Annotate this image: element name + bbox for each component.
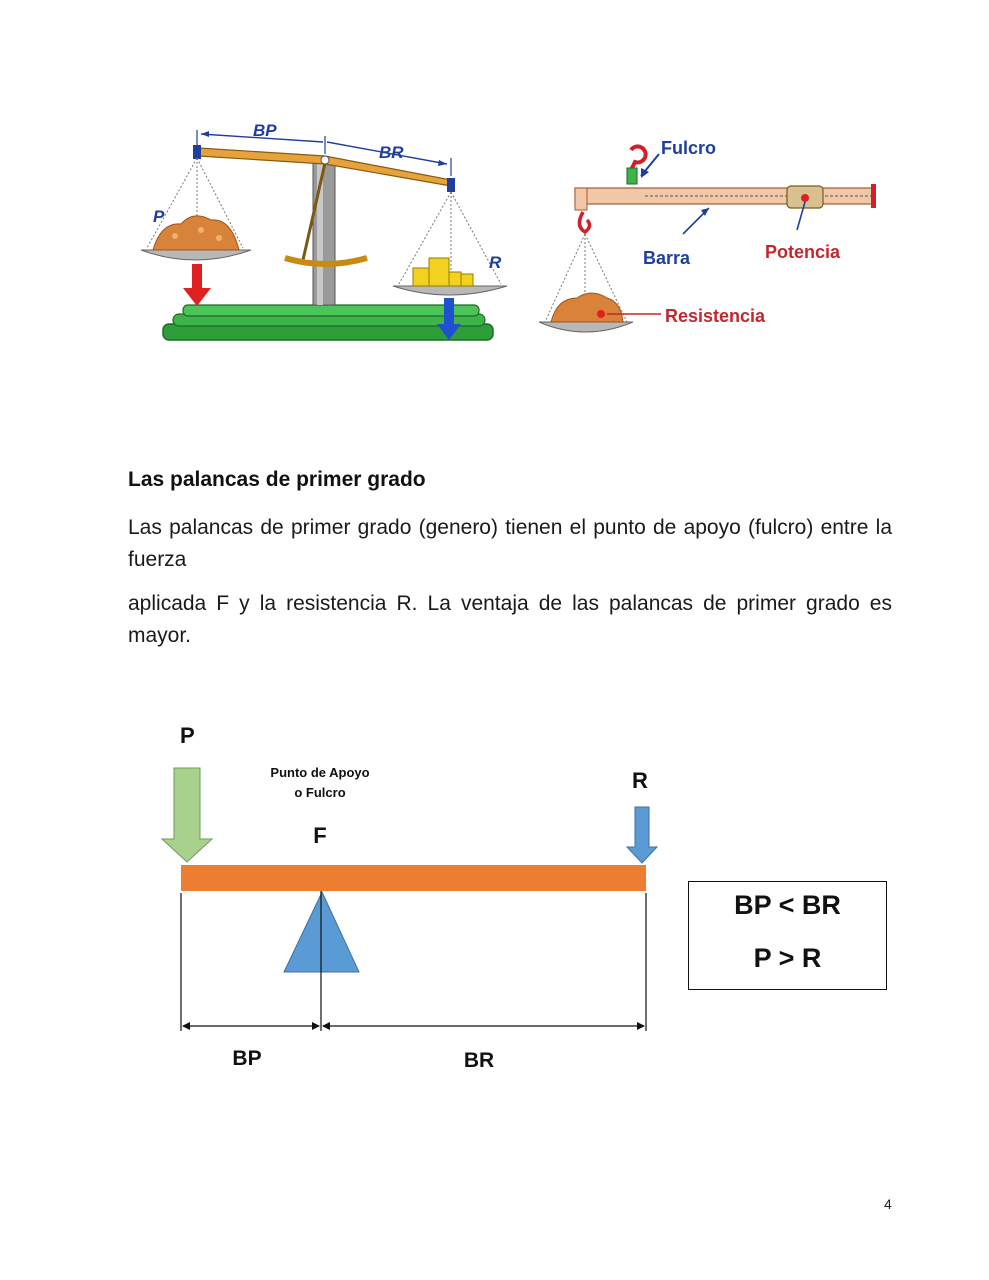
lever-label-p: P [180, 723, 195, 748]
right-pan [393, 286, 507, 295]
p-force-arrow [162, 768, 212, 862]
red-down-arrow [183, 288, 211, 306]
base-plate-top [183, 305, 479, 316]
balance-label-bp: BP [253, 121, 277, 140]
relation-box [688, 881, 887, 990]
weights [413, 268, 429, 286]
page-number: 4 [884, 1196, 892, 1212]
steelyard-sand [551, 293, 623, 322]
first-class-lever-diagram [160, 715, 680, 1085]
top-hook [631, 146, 646, 170]
r-force-arrow [627, 807, 657, 863]
paragraph-2: aplicada F y la resistencia R. La ventaja de las palancas de primer grado es mayor. [128, 592, 892, 647]
balance-label-p: P [153, 207, 165, 226]
balance-label-r: R [489, 253, 502, 272]
balance-label-br: BR [379, 143, 404, 162]
steelyard-label-barra: Barra [643, 248, 691, 268]
lever-label-r: R [632, 768, 648, 793]
steelyard-label-fulcro: Fulcro [661, 138, 717, 158]
fulcrum-caption-line1: Punto de Apoyo [270, 765, 370, 780]
lever-label-bp: BP [232, 1047, 262, 1070]
lever-bar [181, 865, 646, 891]
section-heading: Las palancas de primer grado [128, 468, 426, 491]
relation-p-r: P > R [753, 943, 822, 973]
steelyard-illustration [535, 126, 885, 344]
balance-illustration [135, 118, 525, 350]
pillar [313, 163, 335, 305]
paragraph-1: Las palancas de primer grado (genero) tienen el punto de apoyo (fulcro) entre la fuerza [128, 516, 892, 571]
steelyard-label-resistencia: Resistencia [665, 306, 766, 326]
relation-bp-br: BP < BR [734, 890, 841, 920]
fulcrum-caption-line2: o Fulcro [294, 785, 346, 800]
sand-pile [153, 216, 239, 250]
lever-label-f: F [313, 823, 327, 848]
left-pan [141, 250, 251, 260]
steelyard-bar [575, 188, 873, 204]
steelyard-pan [539, 322, 633, 332]
steelyard-label-potencia: Potencia [765, 242, 841, 262]
lever-label-br: BR [463, 1049, 495, 1072]
